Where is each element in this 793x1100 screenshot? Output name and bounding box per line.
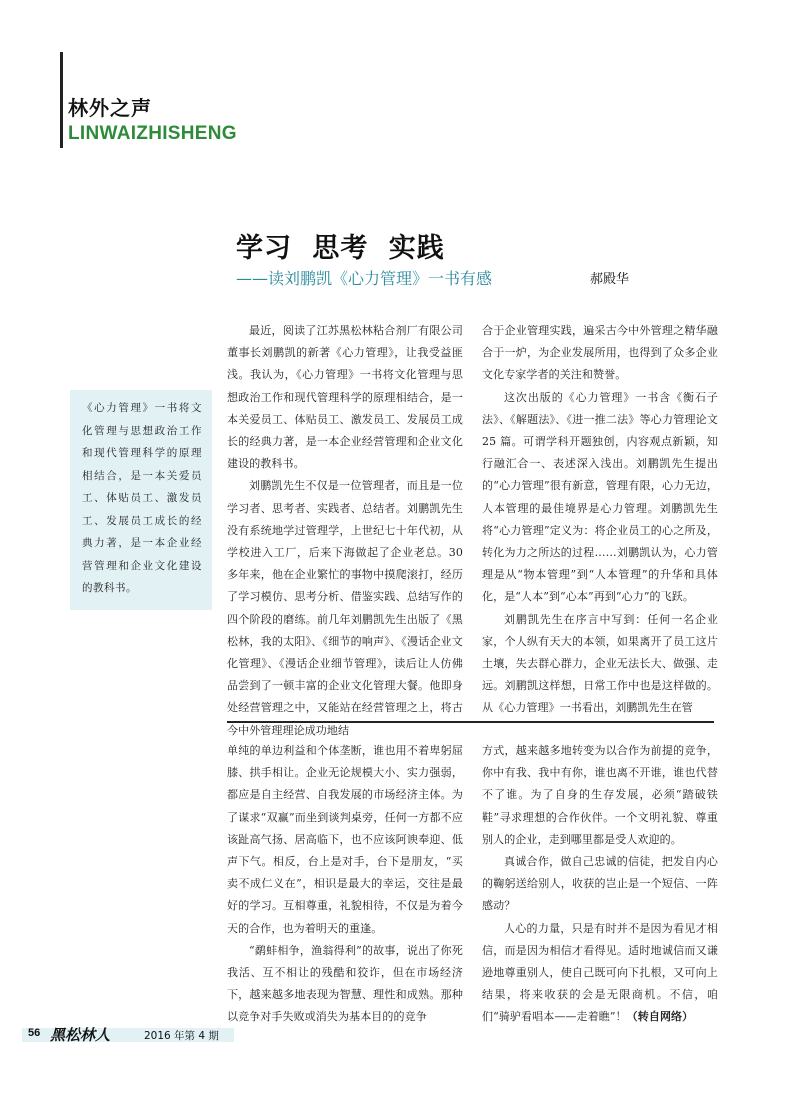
paragraph: 方式，越来越多地转变为以合作为前提的竞争，你中有我、我中有你，谁也离不开谁，谁也代替不了谁。为了自身的生存发展，必须“踏破铁鞋”寻求理想的合作伙伴。一个文明礼貌、尊重别人的企业，走到哪里都是受人欢迎的。 <box>482 744 718 846</box>
section-marker-bar <box>60 52 63 148</box>
paragraph: 合于企业管理实践，遍采古今中外管理之精华融合于一炉，为企业发展所用，也得到了众多企业文化专家学者的关注和赞誉。 <box>482 324 718 382</box>
issue-label: 2016 年第 4 期 <box>144 1030 219 1042</box>
article-author: 郝殿华 <box>590 272 630 287</box>
section-divider <box>227 721 714 723</box>
paragraph: 这次出版的《心力管理》一书含《衡石子法》、《解题法》、《进一推二法》等心力管理论文 25 篇。可谓学科开题独创，内容观点新颖，知行融汇合一、表述深入浅出。刘鹏凯先生提出的“心力管理”很有新意，管理有限，心力无边，人本管理的最佳境界是心力管理。刘鹏凯先生将“心力管理”定义为：将企业员工的心之所及，转化为力之所达的过程……刘鹏凯认为，心力管理是从“物本管理”到“人本管理”的升华和具体化，是“人本”到“心本”再到“心力”的飞跃。 <box>482 390 718 604</box>
pull-quote-box <box>70 390 212 610</box>
page-number: 56 <box>28 1027 41 1039</box>
section-subtitle: LINWAIZHISHENG <box>68 123 237 144</box>
source-note: （转自网络） <box>626 1010 694 1024</box>
article-column-2 <box>482 320 718 720</box>
magazine-logo: 黑松林人 <box>50 1026 111 1044</box>
paragraph: 最近，阅读了江苏黑松林粘合剂厂有限公司董事长刘鹏凯的新著《心力管理》，让我受益匪浅。我认为，《心力管理》一书将文化管理与思想政治工作和现代管理科学的原理相结合，是一本关爱员工、体贴员工、激发员工、发展员工成长的经典力著，是一本企业经营管理和企业文化建设的教科书。 <box>227 324 463 471</box>
section-title: 林外之声 <box>68 96 152 120</box>
article-column-3 <box>227 740 463 1029</box>
paragraph: 真诚合作，做自己忠诚的信徒，把发自内心的鞠躬送给别人，收获的岂止是一个短信、一阵感动？ <box>482 855 718 913</box>
paragraph: 刘鹏凯先生不仅是一位管理者，而且是一位学习者、思考者、实践者、总结者。刘鹏凯先生没有系统地学过管理学，上世纪七十年代初，从学校进入工厂，后来下海做起了企业老总。30 多年来，他在企业繁忙的事物中摸爬滚打，经历了学习模仿、思考分析、借鉴实践、总结写作的四个阶段的磨练。前几年刘鹏凯先生出版了《黑松林，我的太阳》、《细节的响声》、《漫话企业文化管理》、《漫话企业细节管理》，读后让人仿佛品尝到了一顿丰富的企业文化管理大餐。他即身处经营管理之中，又能站在经营管理之上，将古今中外管理理论成功地结 <box>227 479 463 737</box>
paragraph-text: 人心的力量，只是有时并不是因为看见才相信，而是因为相信才看得见。适时地诚信而又谦逊地尊重别人，使自己既可向下扎根，又可向上结果，将来收获的会是无限商机。不信，咱们“骑驴看唱本——走着瞧”！ <box>482 921 718 1024</box>
paragraph: 单纯的单边利益和个体垄断，谁也用不着卑躬屈膝、拱手相让。企业无论规模大小、实力强弱，都应是自主经营、自我发展的市场经济主体。为了谋求“双赢”而坐到谈判桌旁，任何一方都不应该趾高气扬、居高临下，也不应该阿谀奉迎、低声下气。相反，台上是对手，台下是朋友，“买卖不成仁义在”，相识是最大的幸运，交往是最好的学习。互相尊重，礼貌相待，不仅是为着今天的合作，也为着明天的重逢。 <box>227 744 463 935</box>
article-title: 学习 思考 实践 <box>236 233 445 264</box>
article-column-4 <box>482 740 718 1029</box>
paragraph <box>482 918 718 1029</box>
paragraph: “鹬蚌相争，渔翁得利”的故事，说出了你死我活、互不相让的残酷和狡诈，但在市场经济下，越来越多地表现为智慧、理性和成熟。那种以竞争对手失败或消失为基本目的的竞争 <box>227 943 463 1024</box>
pull-quote-text: 《心力管理》一书将文化管理与思想政治工作和现代管理科学的原理相结合，是一本关爱员工、体贴员工、激发员工、发展员工成长的经典力著，是一本企业经营管理和企业文化建设的教科书。 <box>82 402 202 594</box>
article-column-1 <box>227 320 463 742</box>
paragraph: 刘鹏凯先生在序言中写到：任何一名企业家，个人纵有天大的本领，如果离开了员工这片土壤，失去群心群力，企业无法长大、做强、走远。刘鹏凯这样想，日常工作中也是这样做的。从《心力管理》一书看出，刘鹏凯先生在管 <box>482 612 718 715</box>
article-subtitle: ——读刘鹏凯《心力管理》一书有感 <box>236 269 493 288</box>
